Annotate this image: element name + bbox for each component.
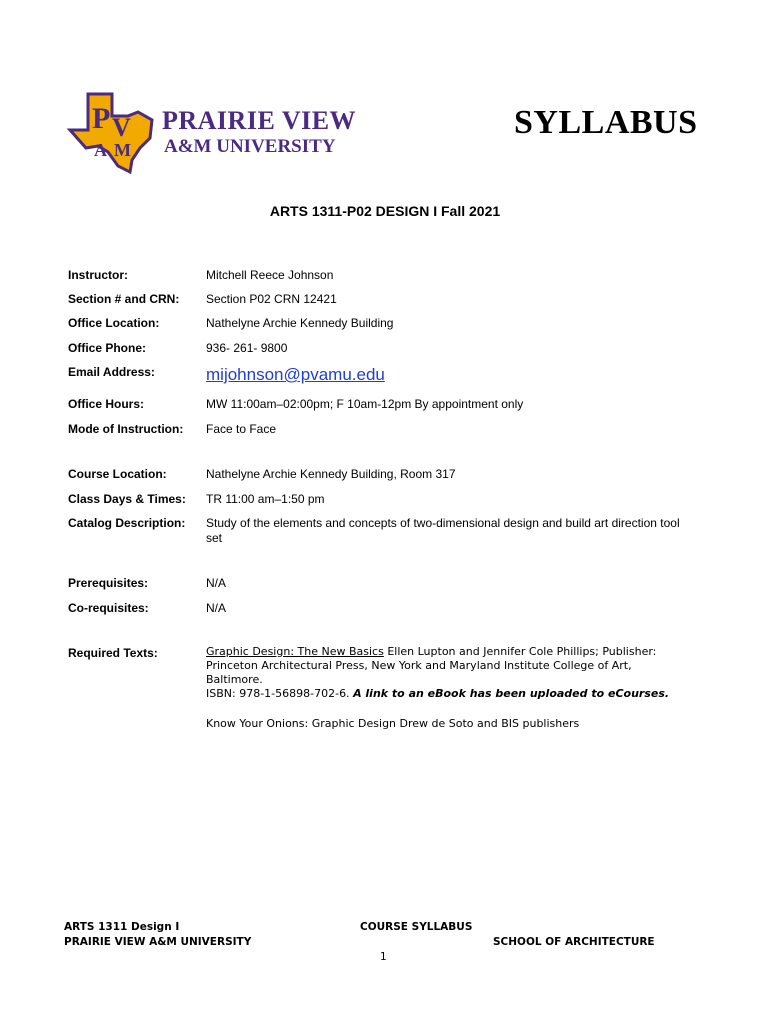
info-value: Study of the elements and concepts of two-dimensional design and build art direction tool set (206, 516, 680, 545)
footer-center: COURSE SYLLABUS (360, 921, 473, 933)
info-label: Required Texts: (68, 646, 158, 660)
info-value: TR 11:00 am–1:50 pm (206, 492, 325, 506)
info-value: Nathelyne Archie Kennedy Building, Room 317 (206, 467, 456, 481)
info-label: Office Hours: (68, 397, 145, 411)
book2: Know Your Onions: Graphic Design Drew de Soto and BIS publishers (206, 717, 580, 730)
info-label: Course Location: (68, 467, 167, 481)
logo-line2: A&M UNIVERSITY (164, 136, 336, 157)
svg-text:P: P (92, 102, 111, 135)
info-value: Mitchell Reece Johnson (206, 268, 334, 282)
ebook-note: A link to an eBook has been uploaded to eCourses. (353, 687, 670, 700)
email-link[interactable]: mijohnson@pvamu.edu (206, 365, 385, 384)
info-label: Office Location: (68, 316, 160, 330)
email-value-wrap (206, 367, 686, 384)
svg-text:V: V (112, 113, 131, 142)
book1-detail: Ellen Lupton and Jennifer Cole Phillips; Publisher: Princeton Architectural Press, New York and Maryland Institute College of Art, Baltimore. (206, 645, 657, 686)
course-heading: ARTS 1311-P02 DESIGN I Fall 2021 (269, 203, 501, 219)
logo-line1: PRAIRIE VIEW (162, 106, 357, 135)
info-label: Instructor: (68, 268, 128, 282)
info-value: Nathelyne Archie Kennedy Building (206, 316, 394, 330)
isbn: ISBN: 978-1-56898-702-6. (206, 687, 354, 700)
book1-title: Graphic Design: The New Basics (206, 645, 384, 658)
info-value: Section P02 CRN 12421 (206, 292, 337, 306)
info-value: Face to Face (206, 422, 277, 436)
pvamu-logo (66, 86, 366, 176)
svg-text:M: M (114, 140, 131, 160)
info-label: Co-requisites: (68, 601, 149, 615)
info-label: Catalog Description: (68, 516, 186, 530)
svg-text:A: A (94, 140, 107, 160)
info-label: Mode of Instruction: (68, 422, 184, 436)
info-label: Office Phone: (68, 341, 147, 355)
info-value: N/A (206, 601, 227, 615)
page-number: 1 (380, 951, 387, 963)
footer-university: PRAIRIE VIEW A&M UNIVERSITY (64, 936, 252, 948)
texas-shape (70, 94, 152, 172)
footer-school: SCHOOL OF ARCHITECTURE (493, 936, 655, 948)
footer-course: ARTS 1311 Design I (64, 921, 180, 933)
info-value: MW 11:00am–02:00pm; F 10am-12pm By appointment only (206, 397, 524, 411)
required-texts-block (206, 645, 686, 701)
info-label: Section # and CRN: (68, 292, 180, 306)
info-value: N/A (206, 576, 227, 590)
info-label: Email Address: (68, 365, 155, 379)
info-label: Class Days & Times: (68, 492, 186, 506)
doc-title: SYLLABUS (514, 104, 698, 141)
info-label: Prerequisites: (68, 576, 149, 590)
info-value: 936- 261- 9800 (206, 341, 288, 355)
